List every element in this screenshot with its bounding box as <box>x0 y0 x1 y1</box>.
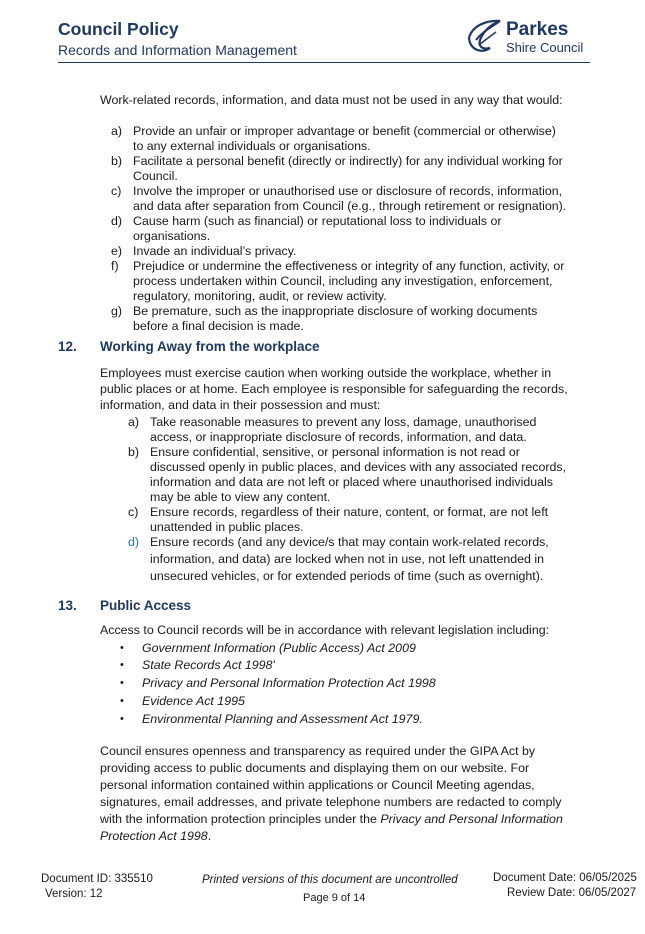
list-marker: d) <box>111 214 123 228</box>
paragraph-line: providing access to public documents and displaying them on our website. For <box>100 761 530 775</box>
document-id: Document ID: 335510 <box>41 873 153 885</box>
list-line: Be premature, such as the inappropriate disclosure of working documents <box>133 304 538 318</box>
list-line: and data after separation from Council (e.g., through retirement or resignation). <box>133 199 567 213</box>
plain-text: . <box>207 829 212 843</box>
list-line: access, or inappropriate disclosure of records, information, and data. <box>150 430 527 444</box>
list-marker: b) <box>128 445 140 459</box>
list-marker: c) <box>111 184 122 198</box>
act-name: Environmental Planning and Assessment Act 1979. <box>142 712 423 726</box>
bullet-icon: • <box>120 659 124 671</box>
section-13-intro: Access to Council records will be in accordance with relevant legislation including: <box>100 623 550 637</box>
section-title: Public Access <box>100 598 192 613</box>
list-marker: a) <box>128 415 140 429</box>
uncontrolled-notice: Printed versions of this document are uncontrolled <box>202 874 458 886</box>
list-line: process undertaken within Council, including any investigation, enforcement, <box>133 274 553 288</box>
list-line: Ensure records, regardless of their nature, content, or format, are not left <box>150 505 549 519</box>
paragraph-line: Council ensures openness and transparency as required under the GIPA Act by <box>100 744 536 758</box>
document-version: Version: 12 <box>45 888 103 900</box>
act-name: Evidence Act 1995 <box>142 694 245 708</box>
logo-subtext: Shire Council <box>506 40 584 55</box>
bullet-icon: • <box>120 695 124 707</box>
act-name: Privacy and Personal Information <box>380 812 563 826</box>
logo-wordmark: Parkes <box>506 19 569 40</box>
list-line: to any external individuals or organisations. <box>133 139 371 153</box>
list-line: Cause harm (such as financial) or reputational loss to individuals or <box>133 214 502 228</box>
list-line: discussed openly in public places, and devices with any associated records, <box>150 460 567 474</box>
list-line: Invade an individual’s privacy. <box>133 244 297 258</box>
list-line: information and data are not left or placed where unauthorised individuals <box>150 475 553 489</box>
council-logo <box>466 18 591 58</box>
list-line: information, and data) are locked when not in use, not left unattended in <box>150 552 545 566</box>
header-rule <box>58 62 590 63</box>
section-number: 12. <box>58 339 77 354</box>
paragraph-line: information, and data in their possession and must: <box>100 398 381 412</box>
list-line: regulatory, monitoring, audit, or review activity. <box>133 289 387 303</box>
section-title: Working Away from the workplace <box>100 339 320 354</box>
act-name: State Records Act 1998' <box>142 658 275 672</box>
list-line: Facilitate a personal benefit (directly or indirectly) for any individual working for <box>133 154 563 168</box>
list-line: Involve the improper or unauthorised use or disclosure of records, information, <box>133 184 563 198</box>
header-subtitle: Records and Information Management <box>58 42 297 58</box>
paragraph-line: public places or at home. Each employee is responsible for safeguarding the records, <box>100 382 568 396</box>
page-number: Page 9 of 14 <box>303 892 366 904</box>
plain-text: with the information protection principles under the <box>100 812 381 826</box>
bullet-icon: • <box>120 677 124 689</box>
list-line: Council. <box>133 169 178 183</box>
list-marker: b) <box>111 154 123 168</box>
list-marker: c) <box>128 505 139 519</box>
bird-logo-icon <box>466 18 504 54</box>
list-marker: a) <box>111 124 123 138</box>
act-name: Privacy and Personal Information Protection Act 1998 <box>142 676 436 690</box>
list-marker: g) <box>111 304 123 318</box>
intro-paragraph: Work-related records, information, and data must not be used in any way that would: <box>100 93 563 107</box>
paragraph-line: signatures, email addresses, and private telephone numbers are redacted to comply <box>100 795 562 809</box>
bullet-icon: • <box>120 713 124 725</box>
act-name: Government Information (Public Access) Act 2009 <box>142 641 416 655</box>
paragraph-line: personal information contained within applications or Council Meeting agendas, <box>100 778 535 792</box>
list-line: unsecured vehicles, or for extended periods of time (such as overnight). <box>150 569 544 583</box>
document-date: Document Date: 06/05/2025 <box>493 872 637 884</box>
paragraph-line: Employees must exercise caution when working outside the workplace, whether in <box>100 366 552 380</box>
list-line: Prejudice or undermine the effectiveness or integrity of any function, activity, or <box>133 259 565 273</box>
list-line: Take reasonable measures to prevent any loss, damage, unauthorised <box>150 415 537 429</box>
list-marker: f) <box>111 259 119 273</box>
paragraph-line <box>100 829 211 844</box>
list-line: unattended in public places. <box>150 520 304 534</box>
list-line: Provide an unfair or improper advantage or benefit (commercial or otherwise) <box>133 124 556 138</box>
bullet-icon: • <box>120 642 124 654</box>
list-marker: d) <box>128 535 140 549</box>
list-line: before a final decision is made. <box>133 319 304 333</box>
section-number: 13. <box>58 598 77 613</box>
list-line: Ensure confidential, sensitive, or personal information is not read or <box>150 445 520 459</box>
act-name: Protection Act 1998 <box>100 829 208 843</box>
list-marker: e) <box>111 244 123 258</box>
list-line: organisations. <box>133 229 211 243</box>
list-line: Ensure records (and any device/s that may contain work-related records, <box>150 535 549 549</box>
list-line: may be able to view any content. <box>150 490 331 504</box>
paragraph-line <box>100 812 563 827</box>
review-date: Review Date: 06/05/2027 <box>507 887 637 899</box>
header-title: Council Policy <box>58 19 179 39</box>
